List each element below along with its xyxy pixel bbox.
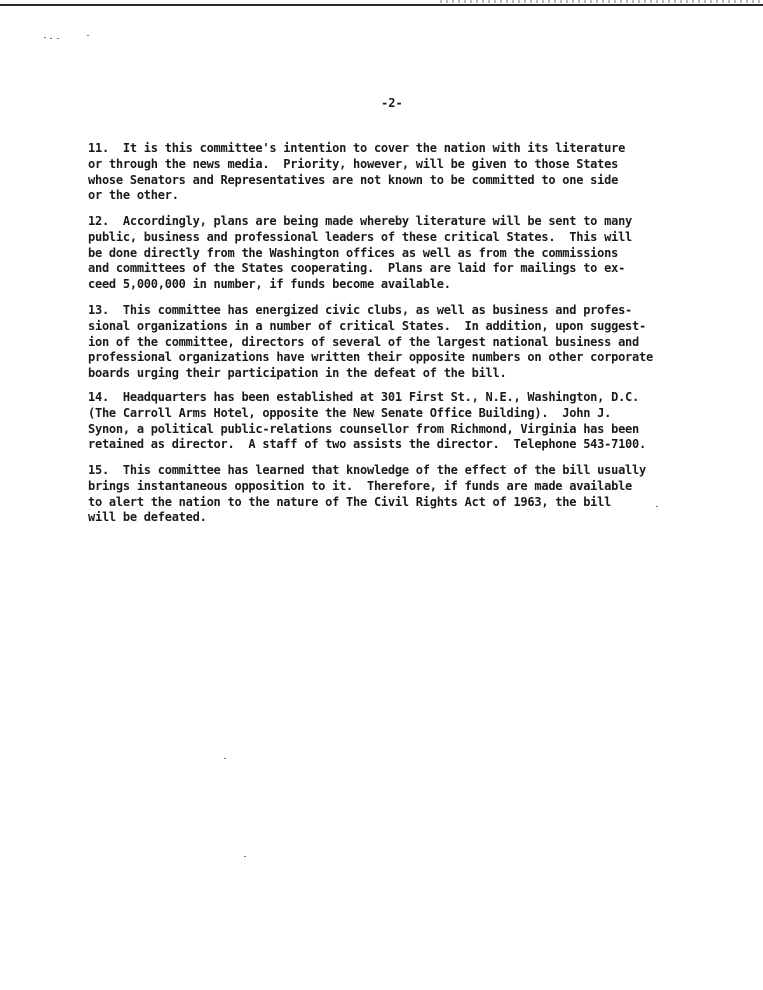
text-line: 11. It is this committee's intention to cover the nation with its literature (88, 141, 626, 155)
scan-speck (44, 37, 46, 38)
paragraph-14 (88, 390, 646, 453)
paragraph-11 (88, 141, 625, 204)
text-line: or through the news media. Priority, however, will be given to those States (88, 156, 619, 171)
text-line: ceed 5,000,000 in number, if funds become available. (88, 277, 451, 292)
page-number: -2- (381, 96, 403, 110)
text-line: sional organizations in a number of critical States. In addition, upon suggest- (88, 318, 646, 333)
scan-speck (224, 758, 226, 759)
text-line: 14. Headquarters has been established at 301 First St., N.E., Washington, D.C. (88, 390, 639, 404)
scan-edge-speckle (440, 0, 763, 3)
paragraph-15 (88, 463, 646, 526)
text-line: to alert the nation to the nature of The Civil Rights Act of 1963, the bill (88, 494, 612, 509)
paragraph-13 (88, 303, 653, 382)
text-line: ion of the committee, directors of several of the largest national business and (88, 334, 639, 349)
text-line: boards urging their participation in the defeat of the bill. (88, 366, 507, 381)
text-line: Synon, a political public-relations counsellor from Richmond, Virginia has been (88, 421, 639, 436)
text-line: be done directly from the Washington offices as well as from the commissions (88, 245, 619, 260)
scan-speck (244, 856, 246, 857)
text-line: 15. This committee has learned that knowledge of the effect of the bill usually (88, 463, 646, 477)
text-line: 12. Accordingly, plans are being made whereby literature will be sent to many (88, 214, 633, 228)
text-line: or the other. (88, 188, 179, 203)
paragraph-12 (88, 214, 632, 293)
text-line: and committees of the States cooperating. Plans are laid for mailings to ex- (88, 261, 626, 276)
text-line: retained as director. A staff of two assists the director. Telephone 543-7100. (88, 437, 646, 452)
text-line: will be defeated. (88, 510, 207, 525)
text-line: public, business and professional leaders of these critical States. This will (88, 229, 633, 244)
text-line: brings instantaneous opposition to it. Therefore, if funds are made available (88, 478, 633, 493)
text-line: whose Senators and Representatives are not known to be committed to one side (88, 172, 619, 187)
scan-speck (57, 38, 59, 39)
top-edge-rule (0, 4, 763, 6)
scan-speck (656, 506, 658, 507)
text-line: 13. This committee has energized civic clubs, as well as business and profes- (88, 303, 633, 317)
scan-speck (50, 38, 52, 39)
text-line: (The Carroll Arms Hotel, opposite the New Senate Office Building). John J. (88, 405, 612, 420)
text-line: professional organizations have written their opposite numbers on other corporate (88, 350, 653, 365)
scan-speck (87, 35, 89, 36)
